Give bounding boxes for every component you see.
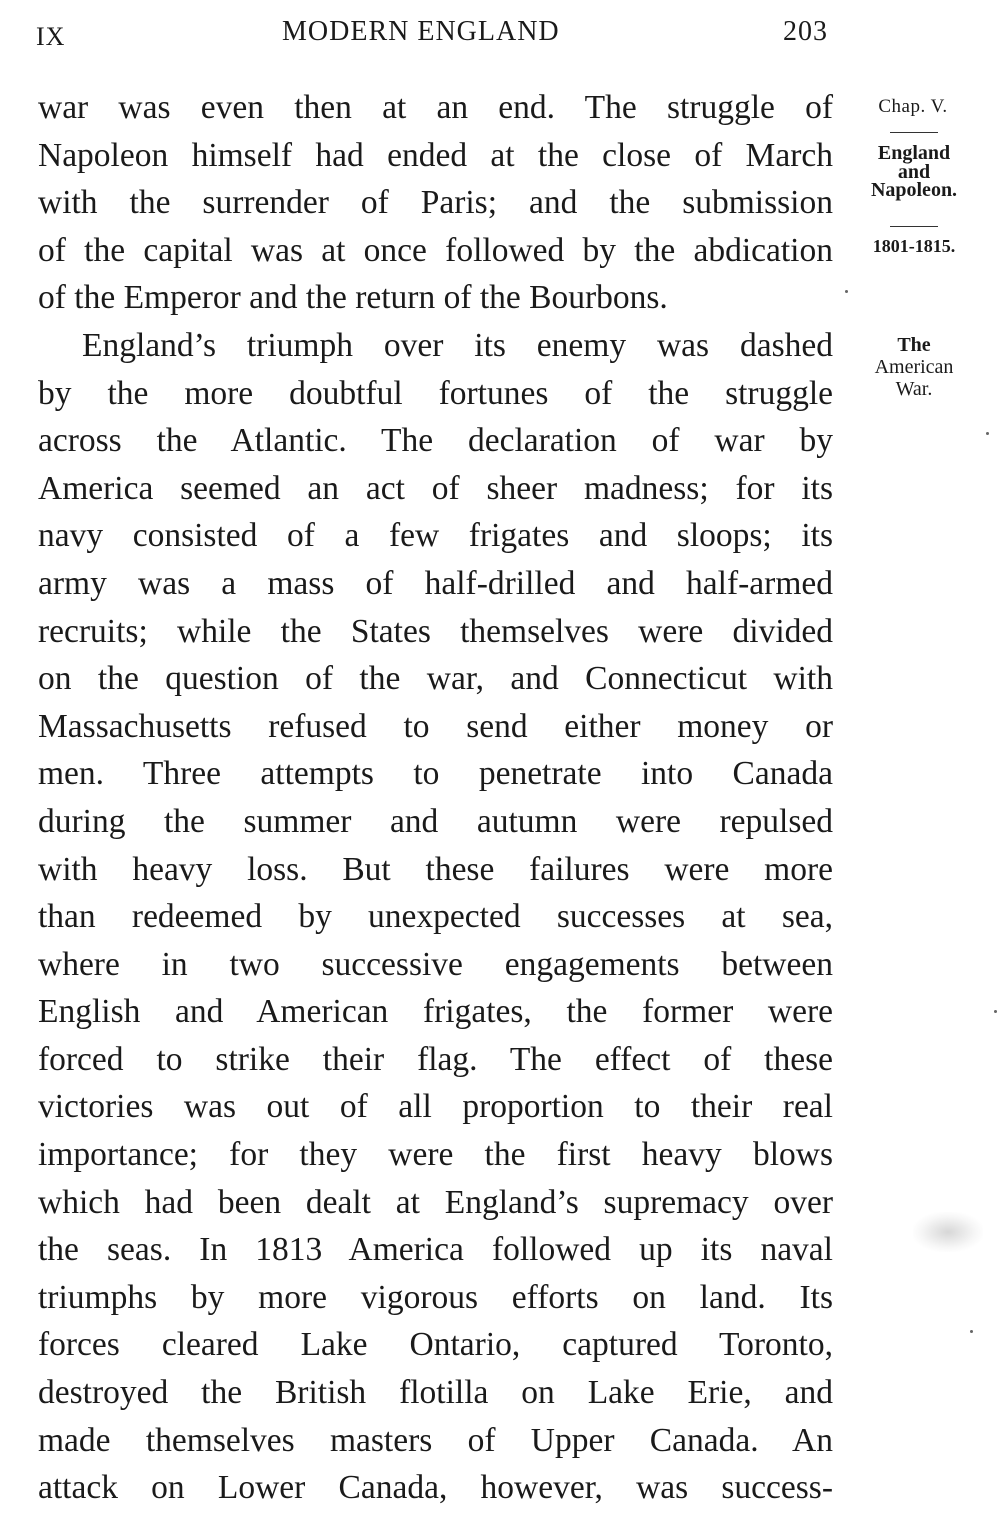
scan-speck xyxy=(986,432,989,435)
text-line: triumphs by more vigorous efforts on land. Its xyxy=(38,1278,833,1316)
chapter-numeral: IX xyxy=(36,22,66,51)
text-line: Massachusetts refused to send either money or xyxy=(38,707,833,745)
text-line: war was even then at an end. The struggle of xyxy=(38,89,833,126)
text-line: on the question of the war, and Connecticut with xyxy=(38,660,833,698)
text-line: during the summer and autumn were repulsed xyxy=(38,802,833,840)
margin-war-line: War. xyxy=(895,378,933,400)
scan-speck xyxy=(994,1010,997,1013)
text-line: by the more doubtful fortunes of the struggle xyxy=(38,374,833,412)
text-line: army was a mass of half-drilled and half-armed xyxy=(38,564,833,602)
running-title: MODERN ENGLAND xyxy=(282,16,560,47)
text-line: forces cleared Lake Ontario, captured Toronto, xyxy=(38,1326,833,1364)
text-line: England’s triumph over its enemy was dashed xyxy=(82,326,833,364)
text-line: the seas. In 1813 America followed up its naval xyxy=(38,1231,833,1269)
text-line: of the Emperor and the return of the Bourbons. xyxy=(38,279,668,317)
scan-speck xyxy=(970,1330,973,1333)
text-line: made themselves masters of Upper Canada. An xyxy=(38,1421,833,1459)
margin-rule xyxy=(890,226,938,227)
margin-chapter-label: Chap. V. xyxy=(878,96,948,117)
scan-speck xyxy=(845,290,848,293)
text-line: than redeemed by unexpected successes at sea, xyxy=(38,898,833,936)
text-line: of the capital was at once followed by the abdication xyxy=(38,231,833,269)
text-line: attack on Lower Canada, however, was success- xyxy=(38,1469,833,1507)
scan-smudge xyxy=(913,1212,983,1252)
margin-years: 1801-1815. xyxy=(872,236,956,256)
margin-rule xyxy=(890,132,938,133)
margin-topic-line: and xyxy=(897,161,931,183)
page-header xyxy=(0,14,1000,54)
text-line: victories was out of all proportion to their real xyxy=(38,1088,833,1126)
text-line: with the surrender of Paris; and the submission xyxy=(38,184,833,222)
text-line: destroyed the British flotilla on Lake Erie, and xyxy=(38,1374,833,1412)
margin-war-note xyxy=(846,334,982,400)
margin-topic-line: England xyxy=(877,142,951,164)
page-number: 203 xyxy=(783,16,828,47)
text-line: across the Atlantic. The declaration of war by xyxy=(38,422,833,460)
text-line: importance; for they were the first heavy blows xyxy=(38,1136,833,1174)
text-line: forced to strike their flag. The effect of these xyxy=(38,1040,833,1078)
text-line: English and American frigates, the former were xyxy=(38,993,833,1031)
margin-topic-line: Napoleon. xyxy=(870,179,958,201)
text-line: with heavy loss. But these failures were more xyxy=(38,850,833,888)
margin-war-line: The xyxy=(897,334,931,356)
text-line: where in two successive engagements between xyxy=(38,945,833,983)
text-line: which had been dealt at England’s supremacy over xyxy=(38,1183,833,1221)
text-line: America seemed an act of sheer madness; for its xyxy=(38,469,833,507)
body-text xyxy=(38,84,833,1512)
text-line: navy consisted of a few frigates and sloops; its xyxy=(38,517,833,555)
margin-war-line: American xyxy=(874,356,954,378)
text-line: men. Three attempts to penetrate into Canada xyxy=(38,755,833,793)
margin-topic xyxy=(846,142,982,202)
text-line: recruits; while the States themselves were divided xyxy=(38,612,833,650)
text-line: Napoleon himself had ended at the close of March xyxy=(38,136,833,174)
